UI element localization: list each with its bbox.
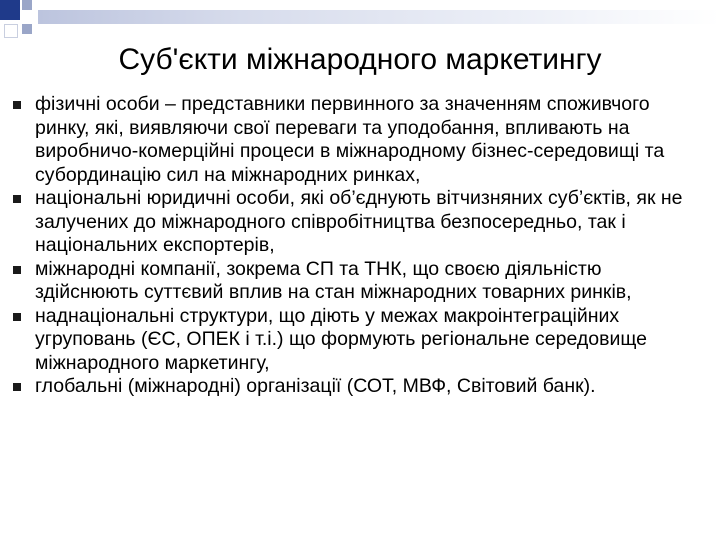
list-item <box>12 93 708 187</box>
list-item <box>12 187 708 258</box>
list-item-text: фізичні особи – представники первинного за значенням споживчого ринку, які, виявляючи свої переваги та уподобання, впливають на виробничо-комерційні процеси в міжнародному бізнес-середовищі та субординацію сил на міжнародних ринках, <box>35 93 665 186</box>
header-gradient-bar <box>38 10 720 24</box>
corner-square-light-icon <box>22 0 32 10</box>
list-item-text: наднаціональні структури, що діють у межах макроінтеграційних угруповань (ЄС, ОПЕК і т.і.) що формують регіональне середовище міжнародного маркетингу, <box>35 304 648 374</box>
list-item-text: національні юридичні особи, які об’єднують вітчизняних суб’єктів, як не залучених до міжнародного співробітництва безпосередньо, так і національних експортерів, <box>35 187 683 256</box>
slide-title: Суб'єкти міжнародного маркетингу <box>118 43 602 76</box>
square-bullet-icon <box>13 266 21 274</box>
corner-square-small-icon <box>22 24 32 34</box>
square-bullet-icon <box>13 195 21 203</box>
corner-square-outline-icon <box>4 24 18 38</box>
list-item-text: глобальні (міжнародні) організації (СОТ, МВФ, Світовий банк). <box>35 375 596 397</box>
corner-square-dark-icon <box>0 0 20 20</box>
list-item <box>12 258 708 305</box>
bullet-list <box>12 93 708 399</box>
square-bullet-icon <box>13 101 21 109</box>
square-bullet-icon <box>13 383 21 391</box>
list-item <box>12 375 708 399</box>
square-bullet-icon <box>13 313 21 321</box>
list-item <box>12 305 708 376</box>
list-item-text: міжнародні компанії, зокрема СП та ТНК, що своєю діяльністю здійснюють суттєвий вплив на стан міжнародних товарних ринків, <box>35 257 632 303</box>
